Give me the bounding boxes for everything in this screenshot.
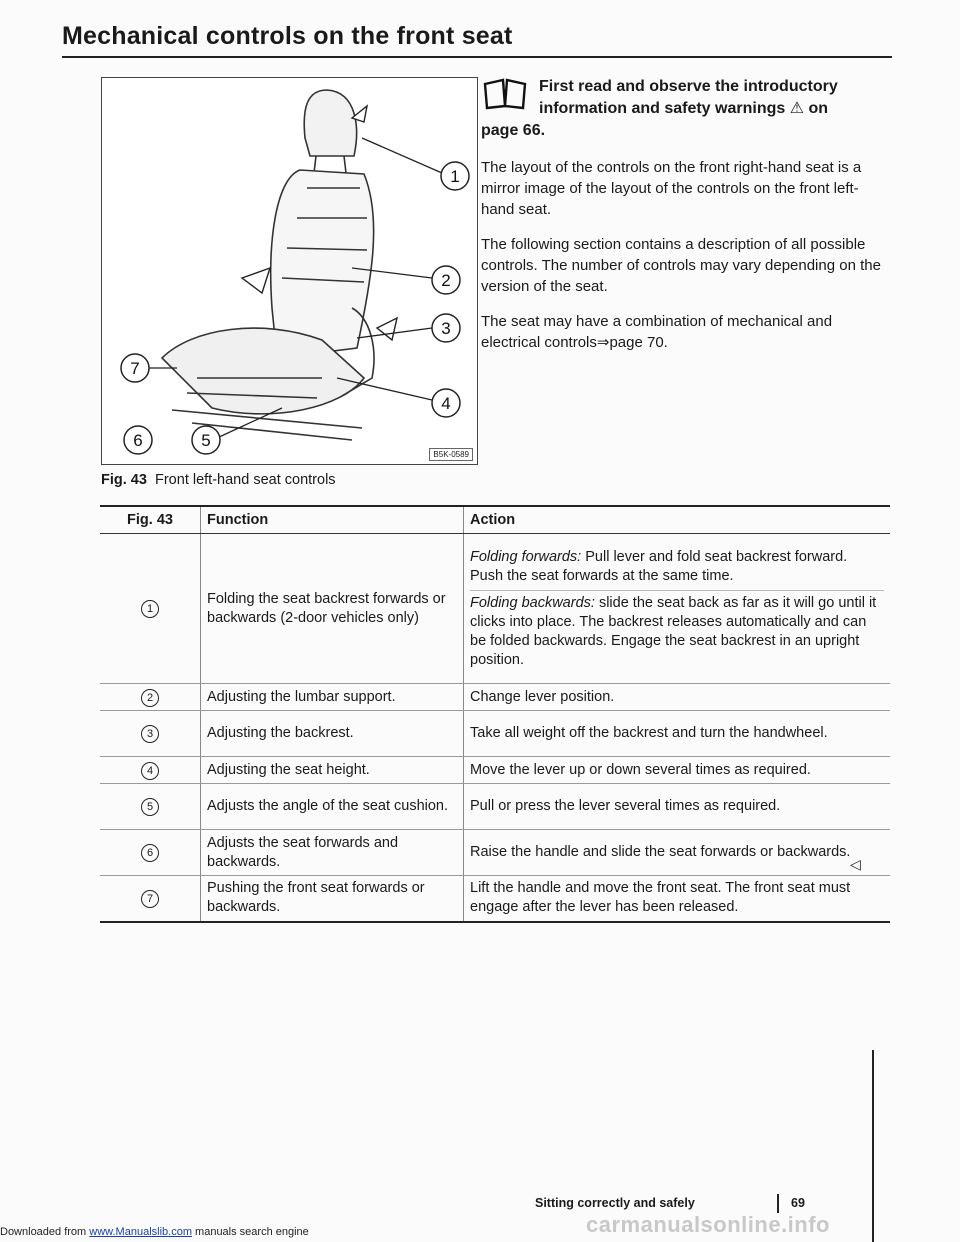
row-function: Adjusting the seat height. — [201, 757, 464, 784]
footer-section: Sitting correctly and safely — [535, 1196, 695, 1210]
callout-4: 4 — [441, 394, 451, 413]
callout-3: 3 — [441, 319, 451, 338]
figure-code: B5K-0589 — [429, 448, 473, 461]
row-function: Adjusting the backrest. — [201, 711, 464, 757]
table-row — [100, 830, 890, 876]
page-footer — [535, 1196, 805, 1210]
title-rule — [62, 56, 892, 58]
book-icon — [483, 78, 527, 110]
caption-label: Fig. 43 — [101, 472, 147, 488]
callout-5: 5 — [201, 431, 211, 450]
paragraph-2: The following section contains a description of all possible controls. The number of controls may vary depending on the version of the seat. — [481, 236, 881, 295]
end-of-section-mark: ◁ — [850, 856, 861, 872]
notice-line3: page 66. — [481, 122, 546, 139]
row-action: Move the lever up or down several times as required. — [464, 757, 891, 784]
table-header-row — [100, 506, 890, 534]
seat-figure — [101, 77, 478, 465]
row-number: 5 — [141, 798, 159, 816]
row-action: Change lever position. — [464, 684, 891, 711]
intro-notice — [481, 76, 901, 142]
page-title: Mechanical controls on the front seat — [62, 22, 513, 50]
row-function: Folding the seat backrest forwards or backwards (2-door vehicles only) — [201, 534, 464, 684]
page-edge-bar — [872, 1050, 874, 1242]
table-row — [100, 876, 890, 922]
row-number: 2 — [141, 689, 159, 707]
row-number: 3 — [141, 725, 159, 743]
table-row — [100, 784, 890, 830]
paragraph-1: The layout of the controls on the front right-hand seat is a mirror image of the layout of the controls on the front left-hand seat. — [481, 159, 862, 218]
callout-2: 2 — [441, 271, 451, 290]
notice-line1: First read and observe the introductory — [539, 78, 838, 95]
row-function: Adjusts the seat forwards and backwards. — [201, 830, 464, 876]
row-action: Folding forwards: Pull lever and fold seat backrest forward. Push the seat forwards at the same time. Folding backwards: slide the seat back as far as it will go until it clicks into place. The backrest releases automatically and can be folded backwards. Engage the seat backrest in an upright position. — [464, 534, 891, 684]
header-fig: Fig. 43 — [100, 506, 201, 534]
table-row — [100, 534, 890, 684]
row-function: Adjusts the angle of the seat cushion. — [201, 784, 464, 830]
row-number: 1 — [141, 600, 159, 618]
caption-text: Front left-hand seat controls — [155, 472, 336, 488]
table-row — [100, 684, 890, 711]
table-row — [100, 711, 890, 757]
watermark: carmanualsonline.info — [586, 1212, 830, 1237]
row-action: Lift the handle and move the front seat. The front seat must engage after the lever has been released. — [464, 876, 891, 922]
table-row — [100, 757, 890, 784]
footer-divider — [777, 1194, 779, 1213]
header-function: Function — [201, 506, 464, 534]
callout-1: 1 — [450, 167, 460, 186]
warning-icon: ⚠ — [789, 100, 805, 117]
row-number: 4 — [141, 762, 159, 780]
callout-6: 6 — [133, 431, 143, 450]
notice-line2: information and safety warnings ⚠ on — [539, 100, 829, 117]
row-action: Pull or press the lever several times as required. — [464, 784, 891, 830]
row-number: 6 — [141, 844, 159, 862]
header-action: Action — [464, 506, 891, 534]
row-action: Take all weight off the backrest and turn the handwheel. — [464, 711, 891, 757]
row-function: Adjusting the lumbar support. — [201, 684, 464, 711]
row-number: 7 — [141, 890, 159, 908]
row-function: Pushing the front seat forwards or backwards. — [201, 876, 464, 922]
controls-table — [100, 505, 890, 923]
callout-7: 7 — [130, 359, 140, 378]
paragraph-3: The seat may have a combination of mechanical and electrical controls⇒page 70. — [481, 313, 833, 351]
figure-caption — [101, 472, 336, 488]
manualslib-link[interactable]: www.Manualslib.com — [89, 1226, 192, 1238]
row-action: Raise the handle and slide the seat forwards or backwards. — [464, 830, 891, 876]
download-line: Downloaded from www.Manualslib.com manuals search engine — [0, 1226, 309, 1238]
seat-illustration — [102, 78, 477, 464]
page-number: 69 — [791, 1196, 805, 1210]
